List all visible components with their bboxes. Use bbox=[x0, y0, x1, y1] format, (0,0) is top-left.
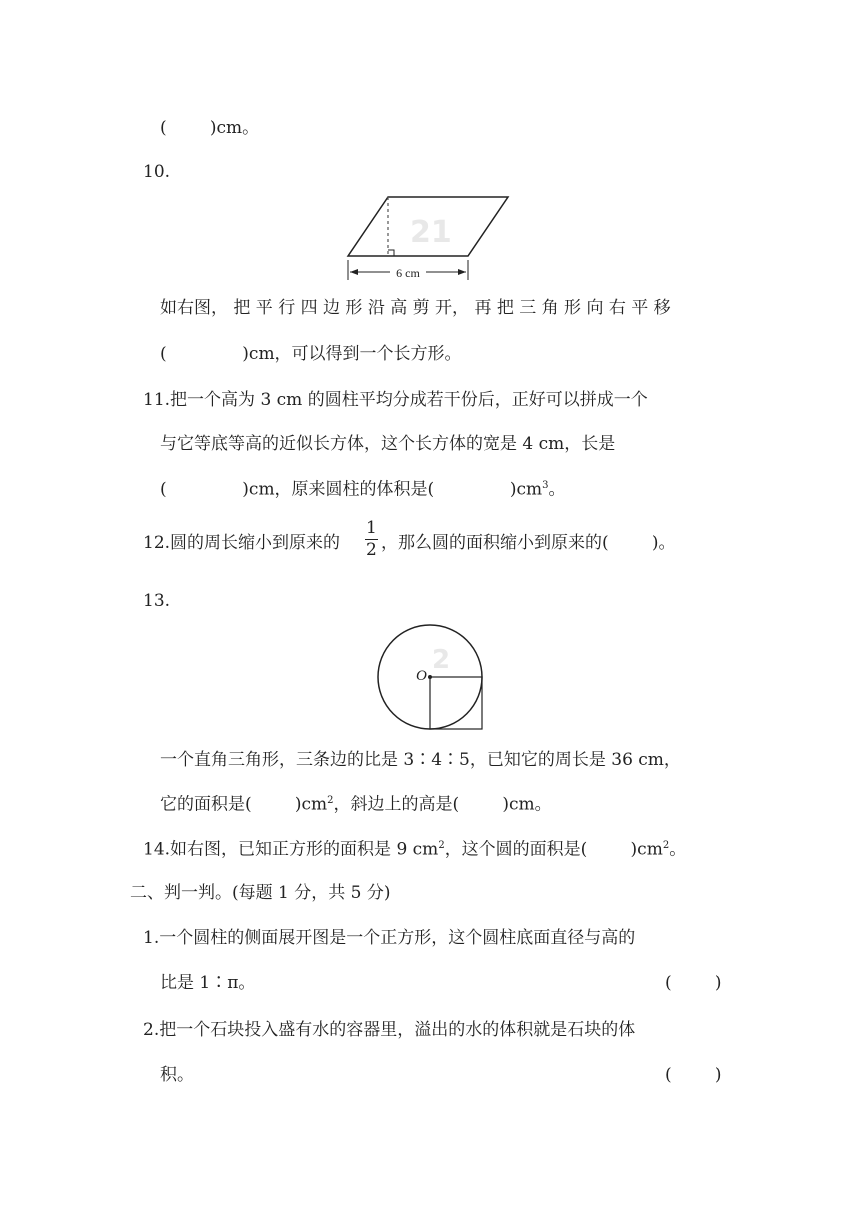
square-superscript: 2 bbox=[438, 840, 445, 851]
q13-text-line-2 bbox=[160, 796, 552, 814]
q13-number: 13. bbox=[143, 591, 171, 611]
judge-1-line-2: 比是 1∶π。 bbox=[160, 973, 256, 993]
q13-line-2-text: 它的面积是( )cm bbox=[160, 794, 328, 815]
square-superscript: 2 bbox=[327, 795, 334, 806]
q14-text-b: ，这个圆的面积是( )cm bbox=[444, 839, 663, 860]
q14-text bbox=[143, 841, 686, 859]
q12-fraction bbox=[365, 520, 378, 559]
circle-square-figure bbox=[372, 620, 492, 736]
judge-2-line-1: 2.把一个石块投入盛有水的容器里，溢出的水的体积就是石块的体 bbox=[143, 1020, 636, 1040]
q10-number: 10. bbox=[143, 162, 171, 182]
q12-text-end: ，那么圆的面积缩小到原来的( )。 bbox=[381, 533, 676, 553]
judge-1-line-1: 1.一个圆柱的侧面展开图是一个正方形，这个圆柱底面直径与高的 bbox=[143, 928, 636, 948]
watermark: 21 bbox=[410, 215, 452, 250]
fraction-denominator: 2 bbox=[366, 540, 377, 560]
judge-2-line-2: 积。 bbox=[160, 1065, 194, 1085]
q10-text-line-1: 如右图， 把 平 行 四 边 形 沿 高 剪 开， 再 把 三 角 形 向 右 平 移 bbox=[160, 298, 671, 318]
q12-text-start: 12.圆的周长缩小到原来的 bbox=[143, 533, 341, 553]
center-label: O bbox=[416, 668, 427, 684]
q9-blank-line: ( )cm。 bbox=[160, 118, 260, 138]
cube-superscript: 3 bbox=[542, 480, 549, 491]
q11-text-line-1: 11.把一个高为 3 cm 的圆柱平均分成若干份后，正好可以拼成一个 bbox=[143, 390, 648, 410]
judge-2-answer-blank: ( ) bbox=[665, 1065, 722, 1085]
arrowhead-left bbox=[350, 269, 358, 275]
q14-text-a: 14.如右图，已知正方形的面积是 9 cm bbox=[143, 839, 439, 860]
right-angle-mark bbox=[388, 250, 394, 256]
section-2-heading: 二、判一判。(每题 1 分，共 5 分) bbox=[130, 883, 391, 903]
q10-text-line-2: ( )cm，可以得到一个长方形。 bbox=[160, 344, 462, 364]
q11-line-3-text: ( )cm，原来圆柱的体积是( )cm bbox=[160, 479, 543, 500]
q11-text-line-3 bbox=[160, 481, 566, 499]
q14-text-c: 。 bbox=[669, 839, 687, 860]
q13-text-line-1: 一个直角三角形，三条边的比是 3∶4∶5，已知它的周长是 36 cm， bbox=[160, 750, 681, 770]
judge-1-answer-blank: ( ) bbox=[665, 973, 722, 993]
square-superscript: 2 bbox=[662, 840, 670, 851]
q11-text-line-2: 与它等底等高的近似长方体，这个长方体的宽是 4 cm，长是 bbox=[160, 434, 616, 454]
watermark: 2 bbox=[432, 645, 451, 675]
q13-line-2-end: ，斜边上的高是( )cm。 bbox=[333, 794, 552, 815]
parallelogram-figure bbox=[340, 190, 520, 285]
arrowhead-right bbox=[458, 269, 466, 275]
fraction-numerator: 1 bbox=[366, 518, 377, 538]
center-point bbox=[428, 675, 432, 679]
q11-line-3-end: 。 bbox=[548, 479, 566, 500]
parallelogram-dimension-label: 6 cm bbox=[396, 266, 420, 280]
